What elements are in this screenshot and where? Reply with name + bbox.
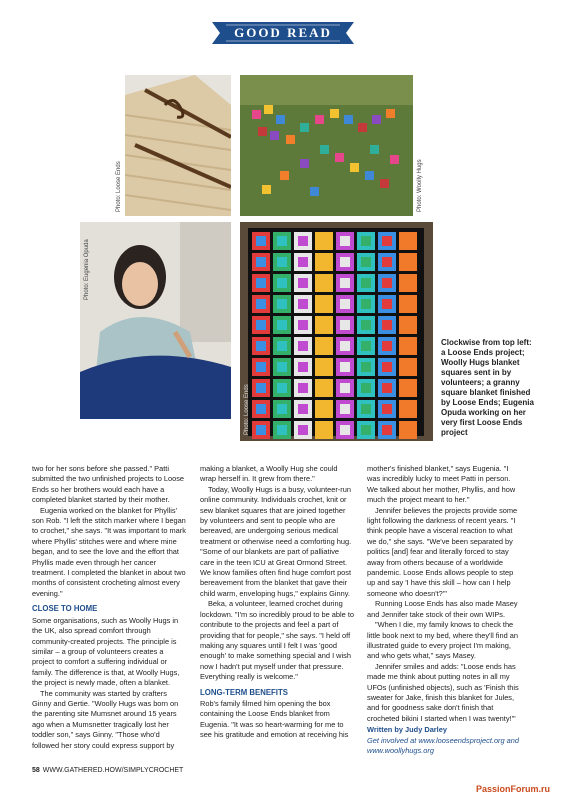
page-footer	[32, 767, 183, 774]
author-byline: Written by Judy Darley	[367, 725, 447, 735]
paragraph: Rob's family filmed him opening the box containing the Loose Ends blanket from Eugenia. "It was so heart-warming for me to see his gratitude and emotion at receiving his	[200, 698, 349, 740]
photo-credit-loose-ends: Photo: Loose Ends	[116, 161, 122, 212]
paragraph: Today, Woolly Hugs is a busy, volunteer-run online community. Individuals crochet, knit or sew blanket squares that are joined together by volunteers and sent to people who are bereaved, are undergoing serious medical treatment or otherwise need a comforting hug. "Some of our blankets are part of palliative care in the teen ICU at Great Ormond Street. We know families often find huge comfort post bereavement from the blanket that gave their child warm, enveloping hugs," explains Ginny.	[200, 484, 352, 598]
get-involved-links[interactable]: Get involved at www.looseendsproject.org and www.woollyhugs.org	[367, 735, 520, 755]
article-column-3	[367, 464, 521, 756]
page-number: 58	[32, 767, 40, 774]
section-heading: CLOSE TO HOME	[32, 604, 98, 614]
paragraph: making a blanket, a Woolly Hug she could wrap herself in. It grew from there."	[200, 464, 338, 484]
photo-granny-square-blanket	[240, 222, 433, 441]
paragraph: mother's finished blanket," says Eugenia. "I was incredibly lucky to meet Patti in person. We talked about her mother, Phyllis, and how much the project meant to her."	[367, 464, 516, 505]
paragraph: Jennifer smiles and adds: "Loose ends has made me think about putting notes in all my UFOs (unfinished objects), such as 'Finish this sweater for Jake, finish this blanket for Jules, and for goodness sake don't finish that crocheted bikini I started when I was twenty!'"	[367, 661, 519, 723]
paragraph: Beka, a volunteer, learned crochet during lockdown. "I'm so incredibly proud to be able to contribute to the projects and feel a part of providing that for people," she says. "I held off making any squares until I felt I was 'good enough' to make something special and I wish now I hadn't put myself under that pressure. Everything really is welcome."	[200, 599, 354, 682]
article-column-2	[200, 464, 354, 741]
photo-loose-ends-project	[125, 75, 231, 216]
photo-eugenia-crocheting	[80, 222, 231, 419]
section-heading: LONG-TERM BENEFITS	[200, 687, 288, 697]
watermark-text: PassionForum.ru	[475, 784, 550, 794]
photo-credit-woolly-hugs: Photo: Woolly Hugs	[417, 159, 423, 212]
article-column-1	[32, 464, 186, 751]
paragraph: Eugenia worked on the blanket for Phyllis' son Rob. "I left the stitch marker where I began to crochet," she says. "It was important to mark where Phyllis' stitches were and where mine began, and to see the love and the effort that Phyllis made even through her cancer treatment. I completed the blanket in about two months of consistent crocheting almost every evening."	[32, 505, 186, 598]
paragraph: Jennifer believes the projects provide some light following the darkness of recent years. "I think people have a visceral reaction to what we do," she says. "We've been separated by politics [and] fear and literally forced to stay away from others because of a worldwide pandemic. Loose Ends allows people to step up and say 'I have this skill – how can I help someone who doesn't?'"	[367, 505, 518, 598]
banner-title: GOOD READ	[234, 25, 332, 40]
paragraph: Running Loose Ends has also made Masey and Jennifer take stock of their own WIPs.	[367, 599, 518, 619]
paragraph: The community was started by crafters Ginny and Gertie. "Woolly Hugs was born on the parenting site Mumsnet around 15 years ago when a Mumsnetter tragically lost her toddler son," says Ginny. "Those who'd followed her story could express support by	[32, 688, 179, 750]
paragraph: Some organisations, such as Woolly Hugs in the UK, also spread comfort through community-created projects. The principle is similar – a group of volunteers creates a project to comfort a suffering individual or family. The difference is that, at Woolly Hugs, the project is newly made, often a blanket.	[32, 615, 180, 688]
photo-credit-eugenia: Photo: Eugenia Opuda	[84, 239, 90, 300]
photo-credit-blanket: Photo: Loose Ends	[244, 384, 250, 435]
photo-woolly-hugs-squares	[240, 75, 413, 216]
section-banner	[212, 22, 354, 44]
paragraph: "When I die, my family knows to check the little book next to my bed, where they'll find an illustrated guide to every project I'm making, and who gets what," says Masey.	[367, 620, 518, 661]
paragraph: two for her sons before she passed." Patti submitted the two unfinished projects to Loose Ends so her brothers would each have a completed blanket started by their mother.	[32, 464, 185, 505]
footer-site-url[interactable]: WWW.GATHERED.HOW/SIMPLYCROCHET	[42, 767, 184, 774]
photo-caption: Clockwise from top left: a Loose Ends project; Woolly Hugs blanket squares sent in by volunteers; a granny square blanket finished by Loose Ends; Eugenia Opuda working on her very first Loose Ends project	[441, 338, 534, 437]
